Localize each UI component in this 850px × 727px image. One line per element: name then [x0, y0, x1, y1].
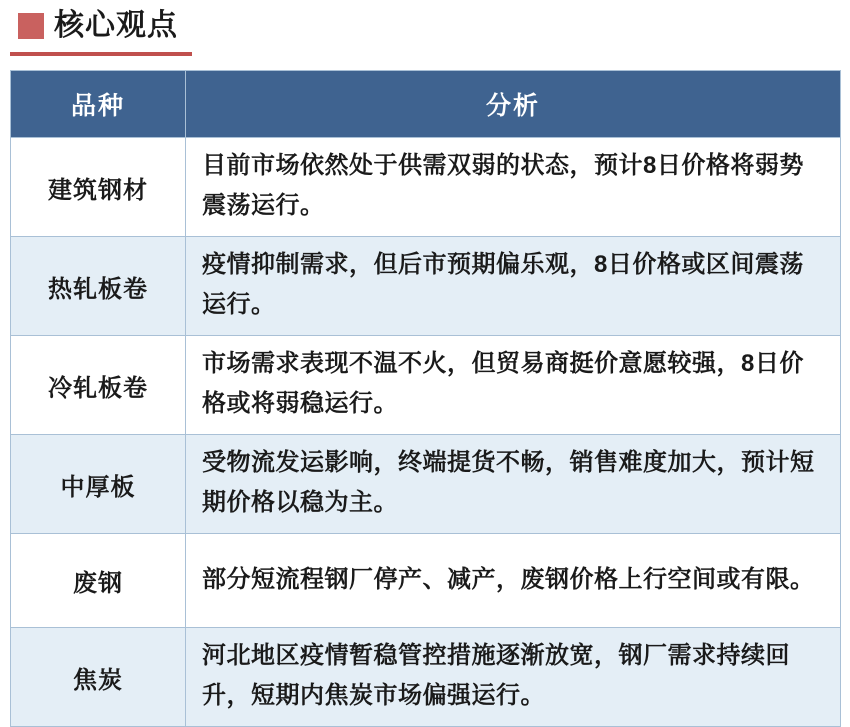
cell-variety: 焦炭	[11, 628, 186, 727]
page-title-row	[0, 0, 850, 42]
title-marker-icon	[18, 13, 44, 39]
cell-analysis: 部分短流程钢厂停产、减产，废钢价格上行空间或有限。	[186, 534, 841, 628]
column-header-variety: 品种	[11, 71, 186, 138]
title-underline	[10, 52, 192, 56]
table-body	[11, 138, 841, 727]
cell-variety: 中厚板	[11, 435, 186, 534]
page-title: 核心观点	[54, 9, 178, 42]
cell-analysis: 疫情抑制需求，但后市预期偏乐观，8日价格或区间震荡运行。	[186, 237, 841, 336]
table-row	[11, 628, 841, 727]
table-header	[11, 71, 841, 138]
cell-variety: 废钢	[11, 534, 186, 628]
core-opinion-table-wrap	[10, 70, 840, 727]
cell-analysis: 河北地区疫情暂稳管控措施逐渐放宽，钢厂需求持续回升，短期内焦炭市场偏强运行。	[186, 628, 841, 727]
cell-analysis: 市场需求表现不温不火，但贸易商挺价意愿较强，8日价格或将弱稳运行。	[186, 336, 841, 435]
table-header-row	[11, 71, 841, 138]
core-opinion-table	[10, 70, 841, 727]
table-row	[11, 336, 841, 435]
cell-analysis: 目前市场依然处于供需双弱的状态，预计8日价格将弱势震荡运行。	[186, 138, 841, 237]
cell-variety: 冷轧板卷	[11, 336, 186, 435]
cell-variety: 热轧板卷	[11, 237, 186, 336]
cell-variety: 建筑钢材	[11, 138, 186, 237]
table-row	[11, 435, 841, 534]
column-header-analysis: 分析	[186, 71, 841, 138]
table-row	[11, 237, 841, 336]
table-row	[11, 534, 841, 628]
table-row	[11, 138, 841, 237]
cell-analysis: 受物流发运影响，终端提货不畅，销售难度加大，预计短期价格以稳为主。	[186, 435, 841, 534]
